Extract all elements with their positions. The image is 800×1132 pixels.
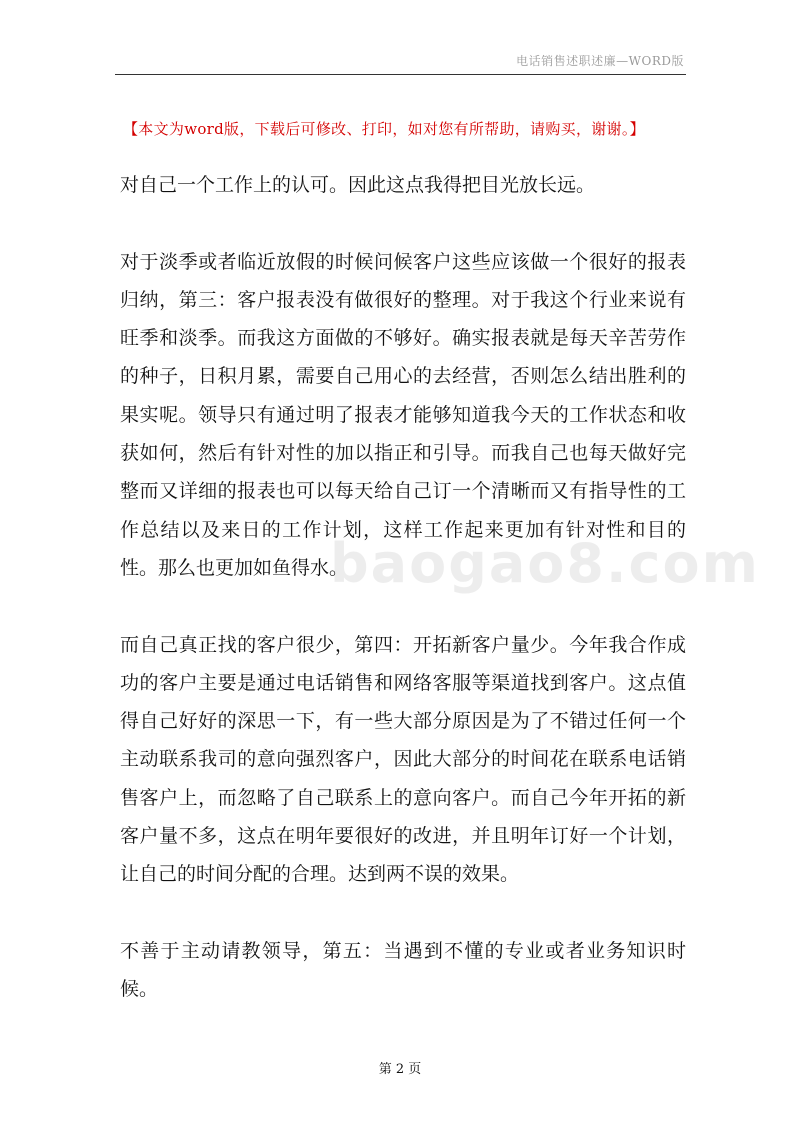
document-notice: 【本文为word版，下载后可修改、打印，如对您有所帮助，请购买，谢谢。】 <box>123 120 645 138</box>
header-divider <box>115 74 686 75</box>
paragraph-3: 而自己真正找的客户很少，第四：开拓新客户量少。今年我合作成功的客户主要是通过电话销售和网络客服等渠道找到客户。这点值得自己好好的深思一下，有一些大部分原因是为了不错过任何一个主动联系我司的意向强烈客户，因此大部分的时间花在联系电话销售客户上，而忽略了自己联系上的意向客户。而自己今年开拓的新客户量不多，这点在明年要很好的改进，并且明年订好一个计划，让自己的时间分配的合理。达到两不误的效果。 <box>120 633 686 886</box>
paragraph-2: 对于淡季或者临近放假的时候问候客户这些应该做一个很好的报表归纳，第三：客户报表没有做很好的整理。对于我这个行业来说有旺季和淡季。而我这方面做的不够好。确实报表就是每天辛苦劳作的种子，日积月累，需要自己用心的去经营，否则怎么结出胜利的果实呢。领导只有通过明了报表才能够知道我今天的工作状态和收获如何，然后有针对性的加以指正和引导。而我自己也每天做好完整而又详细的报表也可以每天给自己订一个清晰而又有指导性的工作总结以及来日的工作计划，这样工作起来更加有针对性和目的性。那么也更加如鱼得水。 <box>120 250 686 579</box>
header-title: 电话销售述职述廉—WORD版 <box>516 54 684 68</box>
paragraph-1: 对自己一个工作上的认可。因此这点我得把目光放长远。 <box>120 174 596 196</box>
document-body <box>120 166 686 1009</box>
paragraph-4: 不善于主动请教领导，第五：当遇到不懂的专业或者业务知识时候。 <box>120 939 686 1001</box>
page-number: 第 2 页 <box>378 1062 422 1077</box>
watermark: baogao8.com <box>330 532 760 595</box>
